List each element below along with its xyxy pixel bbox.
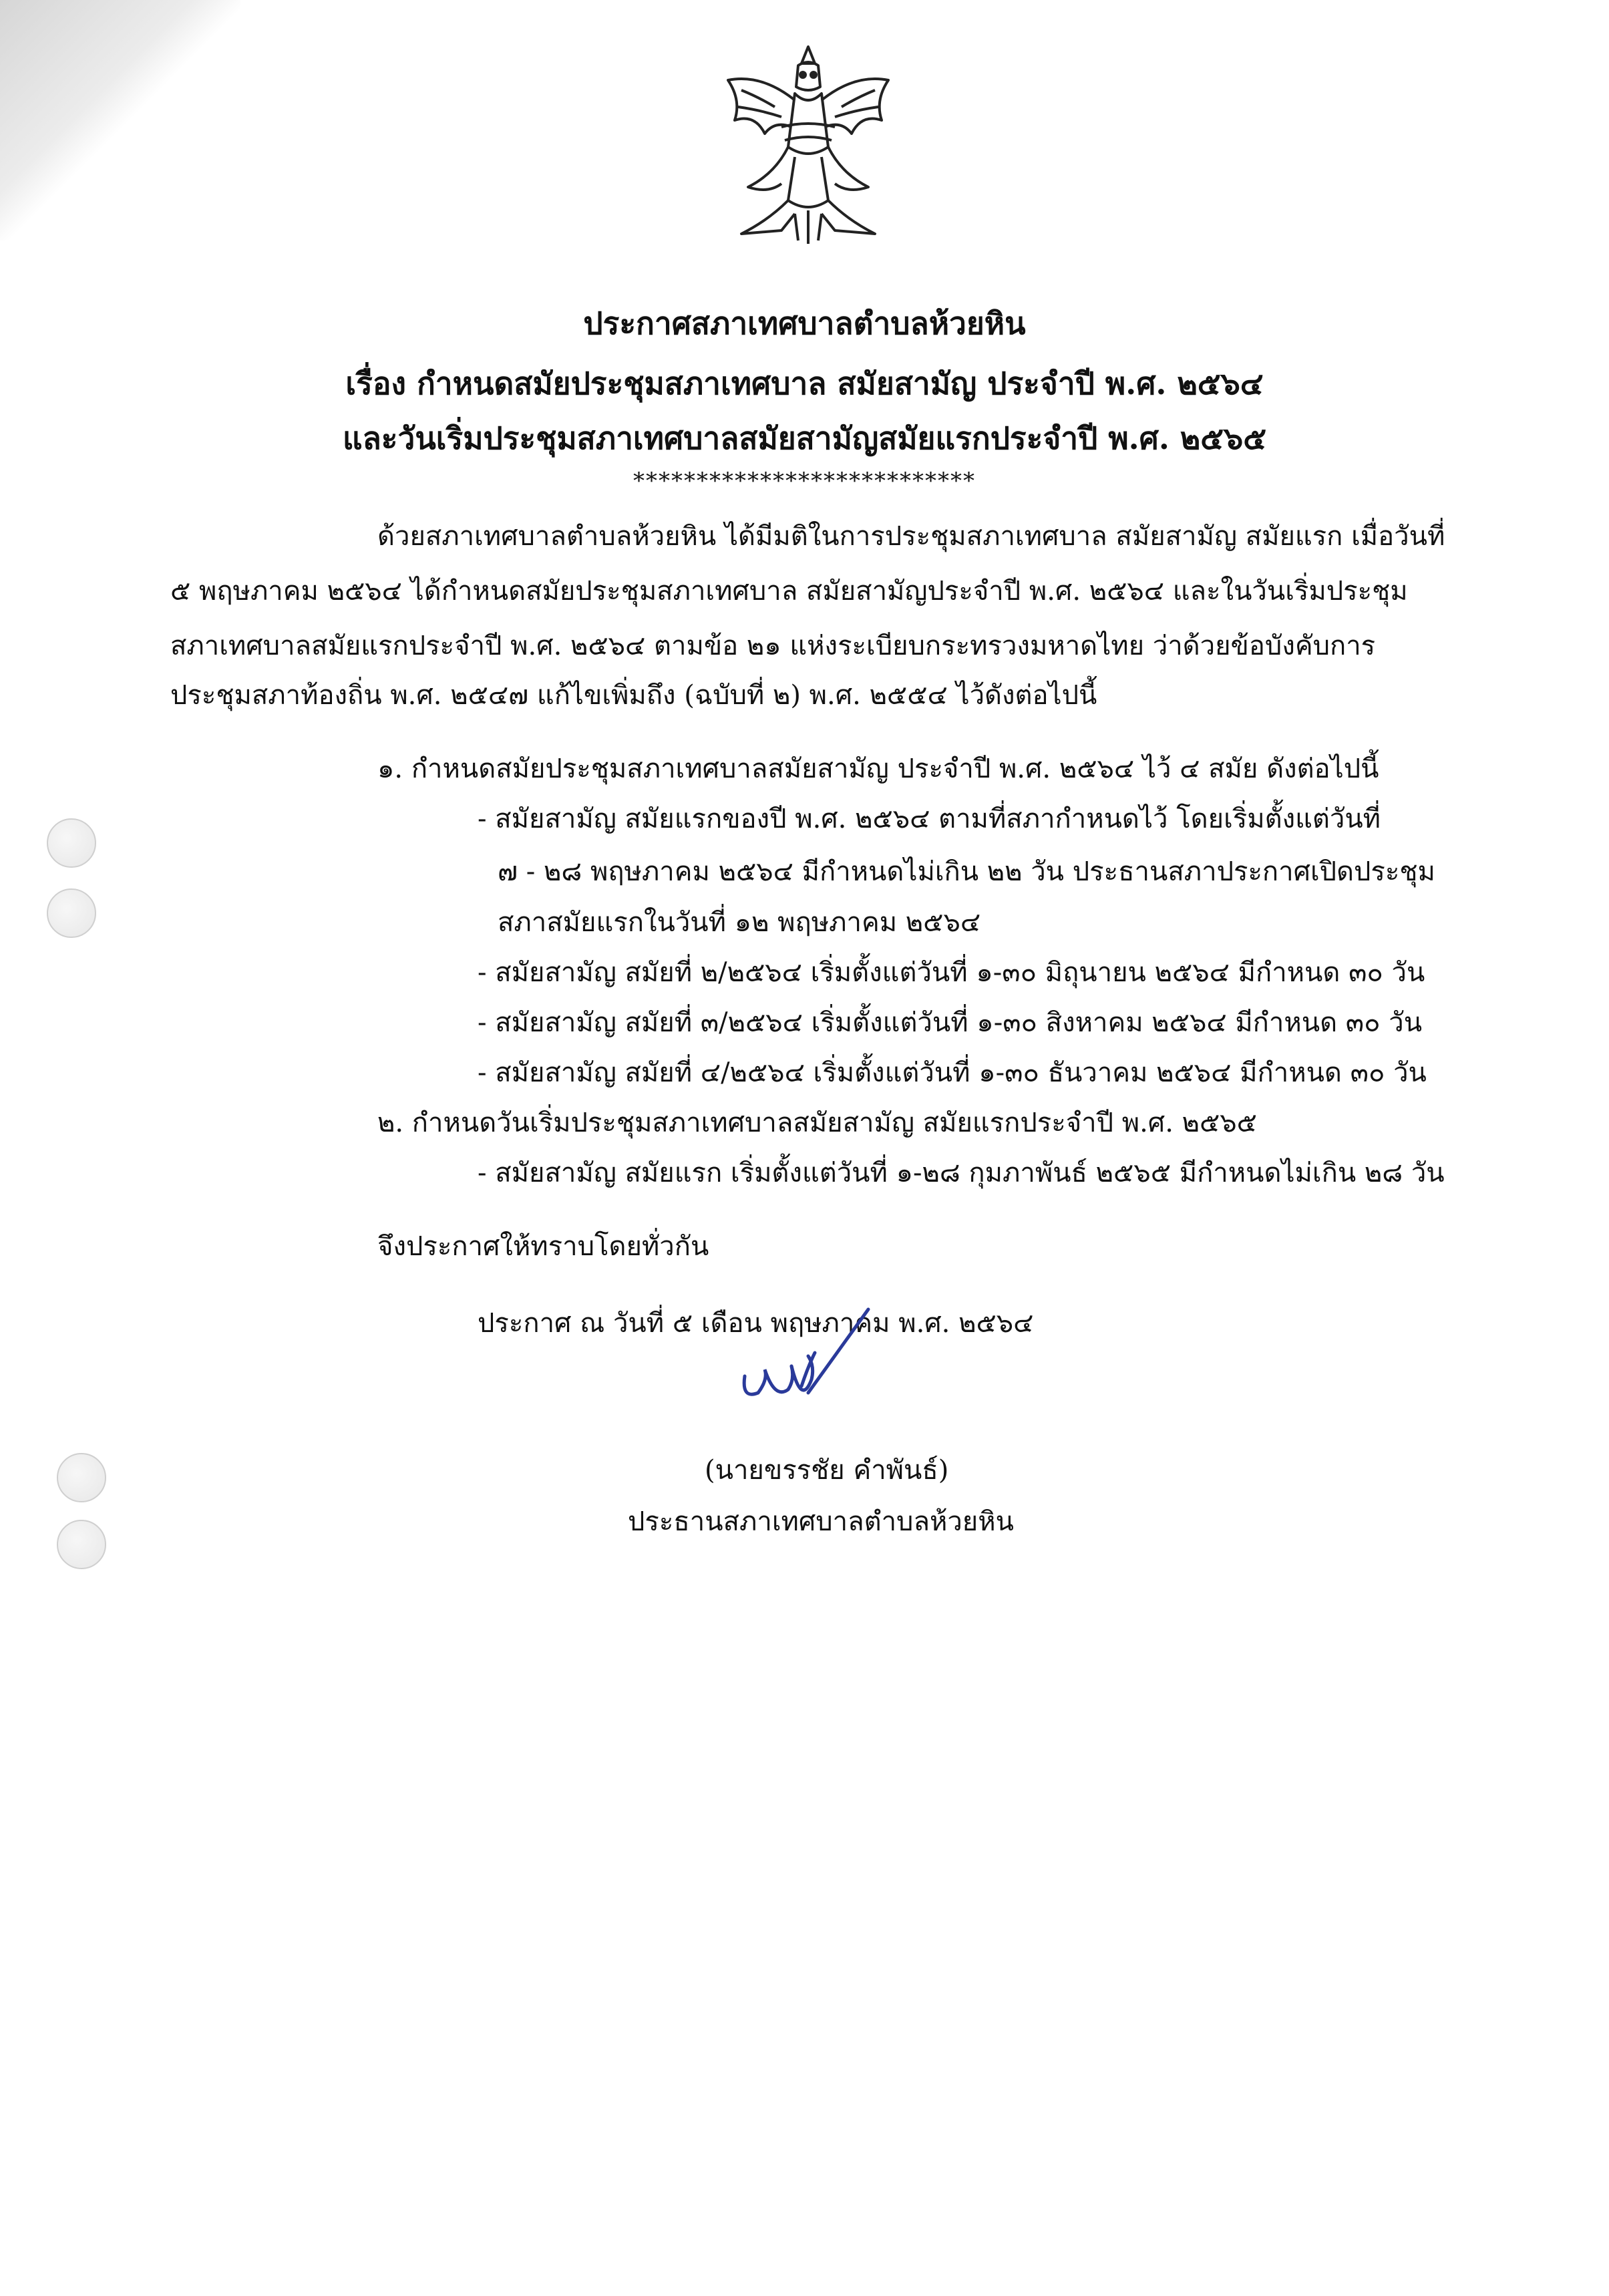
intro-line: สภาเทศบาลสมัยแรกประจำปี พ.ศ. ๒๕๖๔ ตามข้อ ๒๑ แห่งระเบียบกระทรวงมหาดไทย ว่าด้วยข้อบังคับการ xyxy=(170,631,1376,661)
punch-hole xyxy=(47,888,96,938)
signature-icon xyxy=(728,1299,875,1433)
signatory-name: (นายขรรชัย คำพันธ์) xyxy=(705,1455,949,1486)
item-1-sub-1-line: ๗ - ๒๘ พฤษภาคม ๒๕๖๔ มีกำหนดไม่เกิน ๒๒ วัน ประธานสภาประกาศเปิดประชุม xyxy=(498,856,1435,887)
announcement-subject-line-2: และวันเริ่มประชุมสภาเทศบาลสมัยสามัญสมัยแรกประจำปี พ.ศ. ๒๕๖๕ xyxy=(342,420,1267,456)
item-1-sub-4: - สมัยสามัญ สมัยที่ ๔/๒๕๖๔ เริ่มตั้งแต่วันที่ ๑-๓๐ ธันวาคม ๒๕๖๔ มีกำหนด ๓๐ วัน xyxy=(478,1057,1427,1088)
item-1-sub-2: - สมัยสามัญ สมัยที่ ๒/๒๕๖๔ เริ่มตั้งแต่วันที่ ๑-๓๐ มิถุนายน ๒๕๖๔ มีกำหนด ๓๐ วัน xyxy=(478,957,1425,988)
item-2: ๒. กำหนดวันเริ่มประชุมสภาเทศบาลสมัยสามัญ สมัยแรกประจำปี พ.ศ. ๒๕๖๕ xyxy=(377,1108,1257,1138)
garuda-emblem-icon xyxy=(701,33,915,254)
punch-hole xyxy=(47,818,96,868)
intro-line: ด้วยสภาเทศบาลตำบลห้วยหิน ได้มีมติในการประชุมสภาเทศบาล สมัยสามัญ สมัยแรก เมื่อวันที่ xyxy=(377,521,1445,552)
title-separator: *************************** xyxy=(633,468,976,494)
item-2-sub-1: - สมัยสามัญ สมัยแรก เริ่มตั้งแต่วันที่ ๑-๒๘ กุมภาพันธ์ ๒๕๖๕ มีกำหนดไม่เกิน ๒๘ วัน xyxy=(478,1158,1445,1188)
announcement-title: ประกาศสภาเทศบาลตำบลห้วยหิน xyxy=(583,305,1026,341)
item-1: ๑. กำหนดสมัยประชุมสภาเทศบาลสมัยสามัญ ประจำปี พ.ศ. ๒๕๖๔ ไว้ ๔ สมัย ดังต่อไปนี้ xyxy=(377,754,1379,784)
item-1-sub-1-line: สภาสมัยแรกในวันที่ ๑๒ พฤษภาคม ๒๕๖๔ xyxy=(498,907,981,938)
signatory-position: ประธานสภาเทศบาลตำบลห้วยหิน xyxy=(628,1506,1014,1537)
announcement-date: ประกาศ ณ วันที่ ๕ เดือน พฤษภาคม พ.ศ. ๒๕๖๔ xyxy=(478,1308,1034,1339)
punch-hole xyxy=(57,1453,106,1502)
item-1-sub-3: - สมัยสามัญ สมัยที่ ๓/๒๕๖๔ เริ่มตั้งแต่วันที่ ๑-๓๐ สิงหาคม ๒๕๖๔ มีกำหนด ๓๐ วัน xyxy=(478,1007,1423,1038)
closing-statement: จึงประกาศให้ทราบโดยทั่วกัน xyxy=(377,1231,709,1262)
item-1-sub-1-line: - สมัยสามัญ สมัยแรกของปี พ.ศ. ๒๕๖๔ ตามที่สภากำหนดไว้ โดยเริ่มตั้งแต่วันที่ xyxy=(478,804,1381,834)
announcement-subject-line-1: เรื่อง กำหนดสมัยประชุมสภาเทศบาล สมัยสามัญ ประจำปี พ.ศ. ๒๕๖๔ xyxy=(345,365,1264,401)
page-corner-fold xyxy=(0,0,240,240)
punch-hole xyxy=(57,1520,106,1569)
intro-line: ประชุมสภาท้องถิ่น พ.ศ. ๒๕๔๗ แก้ไขเพิ่มถึง (ฉบับที่ ๒) พ.ศ. ๒๕๕๔ ไว้ดังต่อไปนี้ xyxy=(170,680,1097,711)
intro-line: ๕ พฤษภาคม ๒๕๖๔ ได้กำหนดสมัยประชุมสภาเทศบาล สมัยสามัญประจำปี พ.ศ. ๒๕๖๔ และในวันเริ่มประชุม xyxy=(170,576,1408,607)
